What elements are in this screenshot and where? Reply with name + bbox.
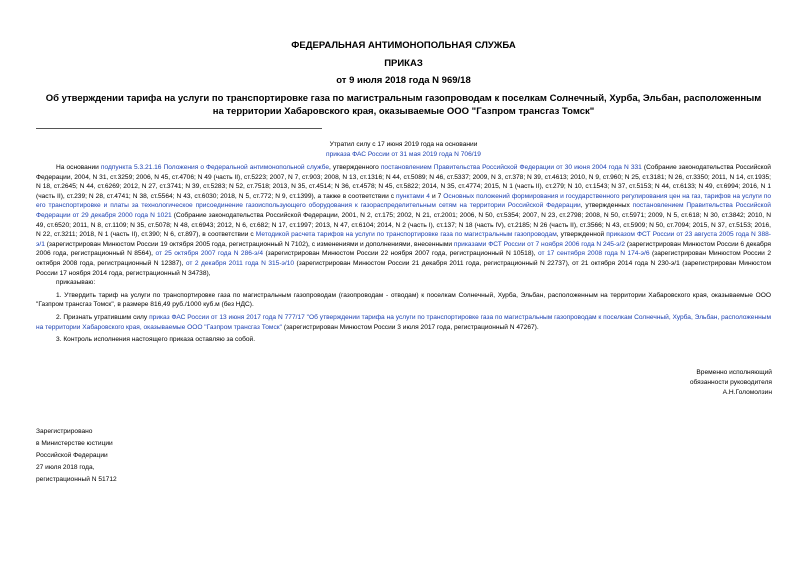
document-title: Об утверждении тарифа на услуги по транспортировке газа по магистральным газопроводам к поселкам Солнечный, Хурба, Эльбан, расположенным на территории Хабаровского края, оказываемые ООО "Газпром трансгаз Томск" — [45, 93, 762, 117]
link-methodology[interactable]: Методикой расчета тарифов на услуги по транспортировке газа по магистральным газопроводам — [255, 231, 557, 239]
registration-line: Российской Федерации — [36, 452, 108, 459]
preamble-text: и 7 — [429, 192, 444, 200]
preamble-text: (Собрание законодательства Российской Федерации, 2004, N 31, ст.3259; 2006, N 45, ст.4706; N 49 (часть II), ст.5223; 2007, N 7, ст.903; 2008, N 13, ст.1316; N 44, ст.5089; N 46, ст.5337; 2009, N 3, ст.378; N 39, ст.4613; 2010, N 9, ст.960; N 25, ст.3181; N 26, ст.3350; 2011, N 14, ст.1935; N 18, ст.2645; N 44, ст.6269; 2012, N 27, ст.3741; N 39, ст.5283; N 52, ст.7518; 2013, N 35, ст.4514; N 36, ст.4578; N 45, ст.5822; 2014, N 35, ст.4774; 2015, N 1 (часть II), ст.279; N 10, ст.1543; N 37, ст.5153; N 44, ст.6133; N 49, ст.6994; 2016, N 1 (часть II), ст.239; N 28, ст.4741; N 38, ст.5564; N 43, ст.6030; 2018, N 5, ст.772; N 9, ст.1399), а также в соответствии с — [36, 164, 771, 200]
link-fst-order-388[interactable]: приказом ФСТ России от 23 августа 2005 года N 388-э/1 — [36, 231, 772, 248]
item2-text: 2. Признать утратившим силу — [56, 313, 150, 321]
order-item-2 — [36, 313, 771, 332]
link-government-decree-1021[interactable]: постановлением Правительства Российской Федерации от 29 декабря 2000 года N 1021 — [36, 202, 771, 219]
order-word: приказываю: — [56, 279, 96, 287]
preamble-text: (зарегистрирован Минюстом России 6 декабря 2006 года, регистрационный N 8564), — [36, 240, 771, 258]
divider — [36, 128, 322, 129]
preamble-text: , утвержденной — [556, 231, 607, 239]
signatory-title-2: обязанности руководителя — [689, 378, 772, 386]
preamble-text: (зарегистрирован Минюстом России 2 октября 2008 года, регистрационный N 12387), — [36, 250, 771, 267]
preamble-text: На основании — [56, 164, 101, 171]
document-type: ПРИКАЗ — [384, 58, 423, 69]
preamble-text: (зарегистрирован Минюстом России 21 декабря 2011 года, регистрационный N 22737), от 21 октября 2014 года N 230-э/1 (зарегистрирован Минюстом России 17 ноября 2014 года, регистрационный N 34738), — [36, 259, 771, 277]
status-annotation — [0, 140, 807, 160]
document-date-number: от 9 июля 2018 года N 969/18 — [336, 75, 471, 86]
link-regulation-point[interactable]: подпункта 5.3.21.16 Положения о Федеральной антимонопольной службе — [100, 164, 330, 171]
link-government-decree-331[interactable]: постановлением Правительства Российской Федерации от 30 июня 2004 года N 331 — [380, 164, 642, 171]
link-fst-order-174[interactable]: от 17 сентября 2008 года N 174-э/6 — [537, 250, 650, 258]
preamble-text: (зарегистрирован Минюстом России 19 октября 2005 года, регистрационный N 7102), с изменениями и дополнениями, внесенными — [44, 240, 454, 248]
link-fas-order-777[interactable]: приказ ФАС России от 13 июня 2017 года N 777/17 "Об утверждении тарифа на услуги по транспортировке газа по магистральным газопроводам к поселкам Солнечный, Хурба, Эльбан, расположенным на территории Хабаровского края, оказываемые ООО "Газпром трансгаз Томск" — [36, 313, 771, 331]
preamble-text: (зарегистрирован Минюстом России 22 ноября 2007 года, регистрационный N 10518), — [263, 250, 538, 258]
signatory-name: А.Н.Голомолзин — [722, 388, 772, 396]
preamble-text: , утвержденных — [580, 202, 633, 210]
preamble-text: (Собрание законодательства Российской Федерации, 2001, N 2, ст.175; 2002, N 21, ст.2001; 2006, N 50, ст.5354; 2007, N 23, ст.2798; 2008, N 50, ст.5971; 2009, N 5, ст.618; N 30, ст.3842; 2010, N 49, ст.6520; 2011, N 8, ст.1109; N 35, ст.5078; N 48, ст.6943; 2012, N 6, ст.682; N 17, ст.1997; 2013, N 47, ст.6104; 2014, N 2 (часть I), ст.137; N 18 (часть IV), ст.2185; N 26 (часть II), ст.3566; N 43, ст.5909; N 50, ст.7094; 2015, N 37, ст.5153; 2016, N 22, ст.3211; 2018, N 1 (часть II), ст.390; N 6, ст.897), в соответствии с — [36, 211, 771, 239]
preamble-paragraph — [36, 163, 771, 278]
link-basic-provisions[interactable]: Основных положений формирования и государственного регулирования цен на газ, тарифов на услуги по его транспортировке и платы за технологическое присоединение газоиспользующего оборудования к газораспределительным сетям на территории Российской Федерации — [36, 192, 772, 210]
order-item-3: 3. Контроль исполнения настоящего приказа оставляю за собой. — [56, 336, 256, 344]
signature-block — [560, 368, 772, 397]
registration-line: в Министерстве юстиции — [36, 440, 113, 447]
registration-line: регистрационный N 51712 — [36, 476, 117, 483]
item2-text: (зарегистрирован Минюстом России 3 июля 2017 года, регистрационный N 47267). — [281, 323, 539, 331]
signatory-title-1: Временно исполняющий — [696, 369, 772, 376]
annotation-link[interactable]: приказа ФАС России от 31 мая 2019 года N 706/19 — [326, 151, 481, 158]
annotation-text: Утратил силу с 17 июня 2019 года на основании — [329, 141, 478, 148]
preamble-text: , утвержденного — [329, 164, 381, 171]
agency-name: ФЕДЕРАЛЬНАЯ АНТИМОНОПОЛЬНАЯ СЛУЖБА — [291, 40, 516, 51]
registration-block — [36, 426, 276, 486]
order-item-1: 1. Утвердить тариф на услуги по транспортировке газа по магистральным газопроводам (газопроводам - отводам) к поселкам Солнечный, Хурба, Эльбан, расположенным на территории Хабаровского края, оказываемые ООО "Газпром трансгаз Томск", в размере 816,49 руб./1000 куб.м (без НДС). — [36, 291, 771, 309]
link-fst-order-315[interactable]: от 2 декабря 2011 года N 315-э/10 — [185, 259, 295, 267]
registration-line: Зарегистрировано — [36, 428, 93, 435]
link-fst-order-245[interactable]: приказами ФСТ России от 7 ноября 2006 года N 245-э/2 — [453, 240, 626, 248]
link-points-4[interactable]: пунктами 4 — [396, 192, 430, 200]
link-fst-order-286[interactable]: от 25 октября 2007 года N 286-э/4 — [155, 250, 263, 258]
registration-line: 27 июля 2018 года, — [36, 464, 95, 471]
document-body — [36, 163, 771, 345]
